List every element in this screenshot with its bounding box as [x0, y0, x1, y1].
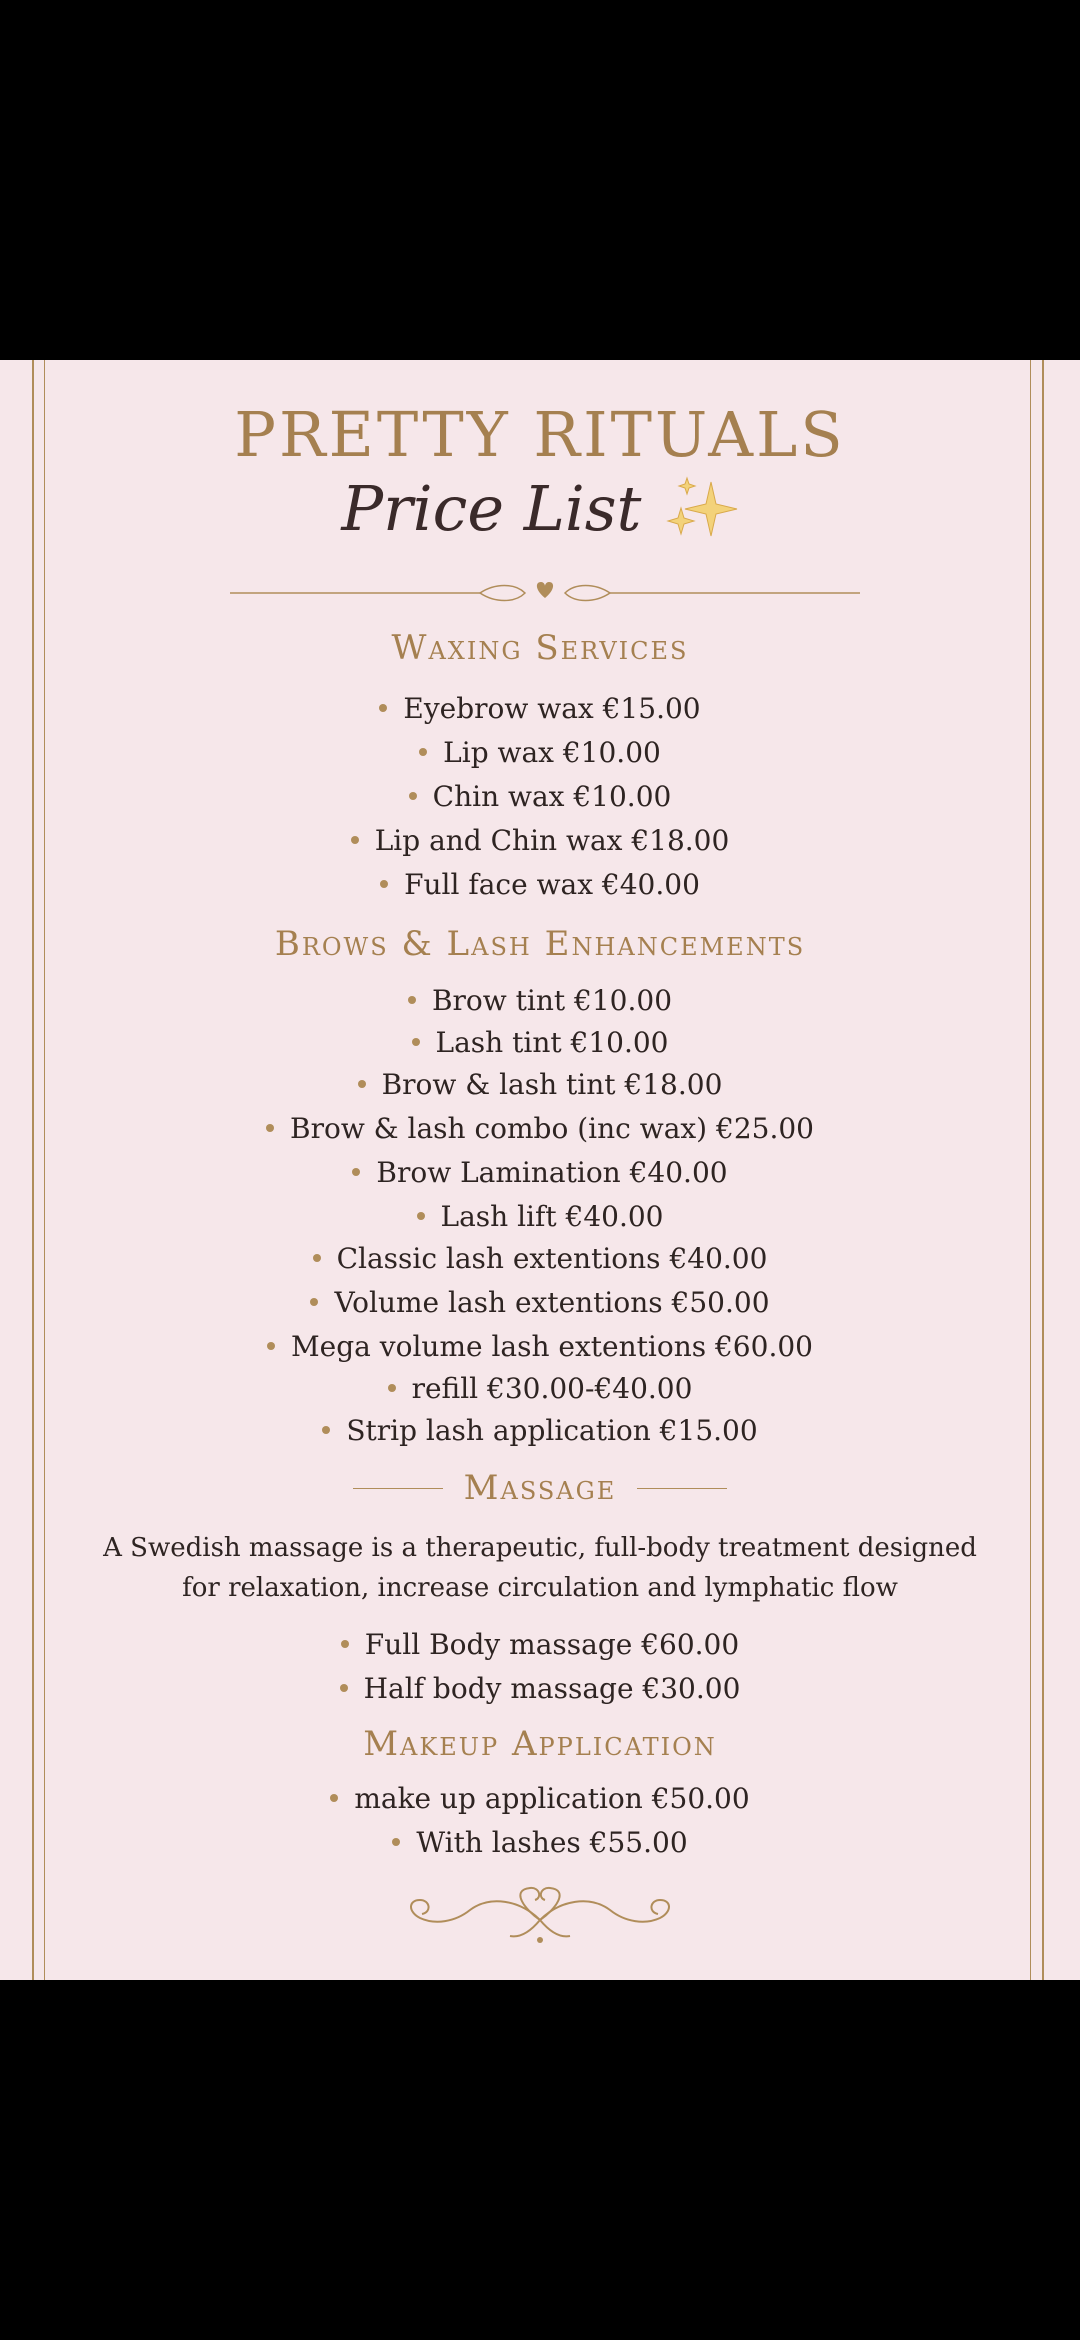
list-item: Full face wax €40.00	[60, 868, 1020, 901]
right-border-inner	[1030, 360, 1031, 1980]
bullet-icon	[266, 1124, 274, 1132]
list-item: Brow Lamination €40.00	[60, 1156, 1020, 1189]
list-item: Half body massage €30.00	[60, 1672, 1020, 1705]
brand-title: PRETTY RITUALS	[234, 398, 846, 471]
bullet-icon	[313, 1254, 321, 1262]
list-item: Lash lift €40.00	[60, 1200, 1020, 1233]
list-item: Mega volume lash extentions €60.00	[60, 1330, 1020, 1363]
bullet-icon	[379, 704, 387, 712]
divider-line-left	[353, 1488, 443, 1489]
waxing-section-title: Waxing Services	[391, 628, 689, 668]
bullet-icon	[380, 880, 388, 888]
bullet-icon	[392, 1838, 400, 1846]
list-item: With lashes €55.00	[60, 1826, 1020, 1859]
list-item: Chin wax €10.00	[60, 780, 1020, 813]
subtitle-row	[60, 472, 1020, 552]
bullet-icon	[341, 1640, 349, 1648]
list-item: Lash tint €10.00	[60, 1026, 1020, 1059]
sparkle-icon	[661, 474, 739, 544]
list-item: Lip and Chin wax €18.00	[60, 824, 1020, 857]
list-item: Full Body massage €60.00	[60, 1628, 1020, 1661]
top-ornament-divider	[230, 578, 860, 608]
bottom-ornament-flourish	[390, 1880, 690, 1950]
bullet-icon	[322, 1426, 330, 1434]
bullet-icon	[310, 1298, 318, 1306]
bullet-icon	[267, 1342, 275, 1350]
brows-section-title: Brows & Lash Enhancements	[274, 924, 806, 964]
bullet-icon	[330, 1794, 338, 1802]
bullet-icon	[412, 1038, 420, 1046]
massage-description-line2: for relaxation, increase circulation and lymphatic flow	[182, 1573, 898, 1603]
bullet-icon	[417, 1212, 425, 1220]
bullet-icon	[358, 1080, 366, 1088]
right-border-outer	[1042, 360, 1044, 1980]
list-item: Eyebrow wax €15.00	[60, 692, 1020, 725]
list-item: Lip wax €10.00	[60, 736, 1020, 769]
bullet-icon	[388, 1384, 396, 1392]
list-item: refill €30.00-€40.00	[60, 1372, 1020, 1405]
bullet-icon	[419, 748, 427, 756]
list-item: make up application €50.00	[60, 1782, 1020, 1815]
list-item: Volume lash extentions €50.00	[60, 1286, 1020, 1319]
left-border-outer	[32, 360, 34, 1980]
massage-description-line1: A Swedish massage is a therapeutic, full-body treatment designed	[103, 1533, 977, 1563]
bullet-icon	[408, 996, 416, 1004]
massage-description	[60, 1528, 1020, 1608]
list-item: Brow & lash tint €18.00	[60, 1068, 1020, 1101]
massage-section-title: Massage	[463, 1468, 617, 1508]
bullet-icon	[351, 836, 359, 844]
list-item: Classic lash extentions €40.00	[60, 1242, 1020, 1275]
price-list-subtitle: Price List	[341, 472, 642, 545]
bullet-icon	[352, 1168, 360, 1176]
price-list-card	[0, 360, 1080, 1980]
list-item: Brow & lash combo (inc wax) €25.00	[60, 1112, 1020, 1145]
divider-line-right	[637, 1488, 727, 1489]
bullet-icon	[409, 792, 417, 800]
list-item: Brow tint €10.00	[60, 984, 1020, 1017]
left-border-inner	[44, 360, 45, 1980]
massage-title-row	[60, 1468, 1020, 1512]
makeup-section-title: Makeup Application	[363, 1724, 717, 1764]
bullet-icon	[340, 1684, 348, 1692]
list-item: Strip lash application €15.00	[60, 1414, 1020, 1447]
